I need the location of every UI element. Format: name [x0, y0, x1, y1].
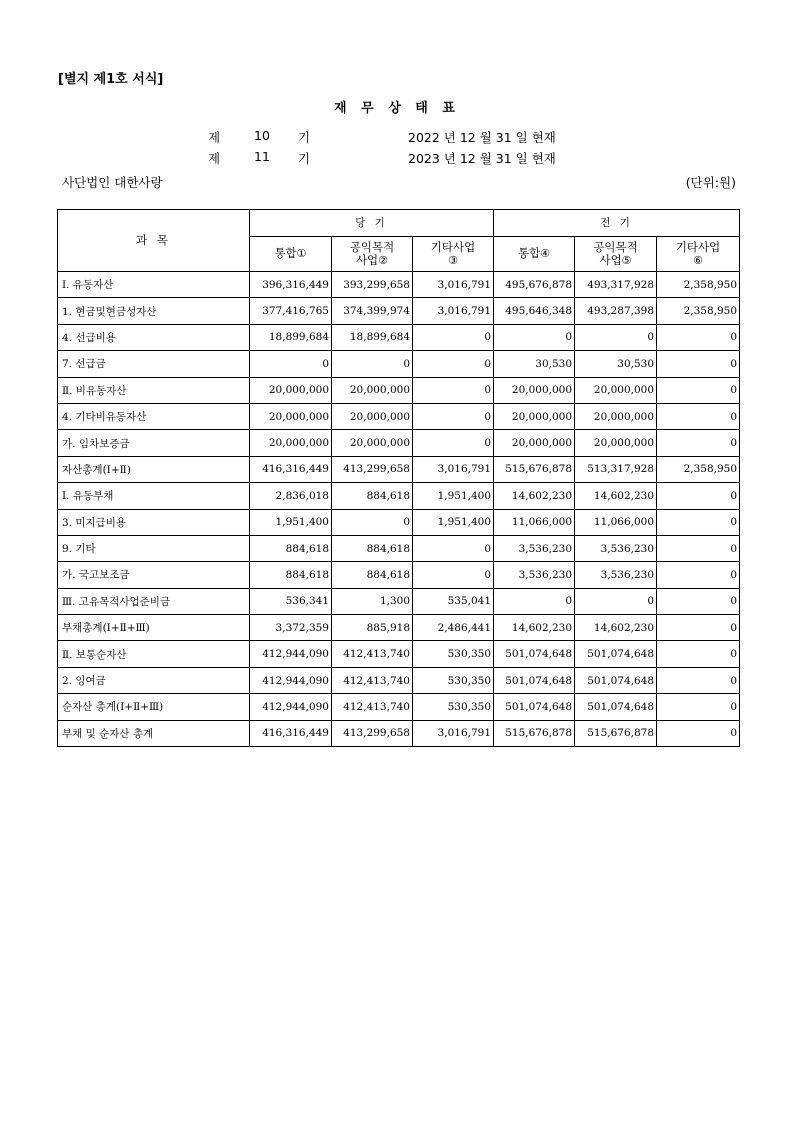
- amount-cell: 393,299,658: [332, 272, 413, 298]
- current-period-header: 당 기: [250, 210, 494, 237]
- amount-cell: 0: [494, 324, 575, 350]
- column-header-label: 사업: [355, 252, 379, 267]
- amount-cell: 18,899,684: [332, 324, 413, 350]
- amount-cell: 20,000,000: [575, 430, 657, 456]
- amount-cell: 493,317,928: [575, 272, 657, 298]
- amount-cell: 30,530: [494, 351, 575, 377]
- table-row: [58, 324, 740, 350]
- amount-cell: 501,074,648: [494, 667, 575, 693]
- account-name: 부채총계(Ⅰ+Ⅱ+Ⅲ): [58, 615, 250, 641]
- amount-cell: 412,413,740: [332, 667, 413, 693]
- column-number-marker: ③: [448, 253, 458, 267]
- column-number-marker: ②: [378, 253, 389, 267]
- account-name: Ⅲ. 고유목적사업준비금: [58, 588, 250, 614]
- account-name: 1. 현금및현금성자산: [58, 298, 250, 324]
- amount-cell: 3,536,230: [494, 562, 575, 588]
- amount-cell: 1,951,400: [250, 509, 332, 535]
- amount-cell: 2,358,950: [657, 456, 740, 482]
- amount-cell: 2,358,950: [657, 272, 740, 298]
- amount-cell: 0: [657, 641, 740, 667]
- amount-cell: 396,316,449: [250, 272, 332, 298]
- amount-cell: 0: [657, 615, 740, 641]
- amount-cell: 0: [413, 535, 494, 561]
- table-row: [58, 377, 740, 403]
- amount-cell: 20,000,000: [250, 403, 332, 429]
- amount-cell: 14,602,230: [575, 615, 657, 641]
- amount-cell: 495,676,878: [494, 272, 575, 298]
- table-row: [58, 588, 740, 614]
- amount-cell: 3,016,791: [413, 720, 494, 746]
- table-row: [58, 694, 740, 720]
- account-name: Ⅱ. 보통순자산: [58, 641, 250, 667]
- period-line: [0, 149, 794, 169]
- table-row: [58, 351, 740, 377]
- amount-cell: 412,944,090: [250, 641, 332, 667]
- amount-cell: 412,944,090: [250, 667, 332, 693]
- amount-cell: 0: [413, 377, 494, 403]
- subject-header: 과 목: [58, 210, 250, 272]
- amount-cell: 530,350: [413, 667, 494, 693]
- amount-cell: 0: [657, 562, 740, 588]
- column-header: [657, 237, 740, 272]
- table-row: [58, 720, 740, 746]
- period-prefix: 제: [208, 151, 221, 166]
- amount-cell: 495,646,348: [494, 298, 575, 324]
- amount-cell: 0: [657, 535, 740, 561]
- amount-cell: 412,413,740: [332, 694, 413, 720]
- period-line: [0, 128, 794, 148]
- amount-cell: 11,066,000: [575, 509, 657, 535]
- amount-cell: 0: [657, 694, 740, 720]
- amount-cell: 884,618: [332, 562, 413, 588]
- column-header-label: 기타사업: [430, 239, 476, 254]
- amount-cell: 884,618: [332, 535, 413, 561]
- table-row: [58, 615, 740, 641]
- amount-cell: 0: [657, 377, 740, 403]
- period-number: 11: [254, 149, 270, 164]
- amount-cell: 0: [657, 509, 740, 535]
- account-name: Ⅰ. 유동부채: [58, 483, 250, 509]
- amount-cell: 20,000,000: [494, 403, 575, 429]
- amount-cell: 0: [494, 588, 575, 614]
- amount-cell: 1,951,400: [413, 483, 494, 509]
- account-name: 9. 기타: [58, 535, 250, 561]
- period-suffix: 기: [298, 151, 311, 166]
- amount-cell: 412,413,740: [332, 641, 413, 667]
- amount-cell: 885,918: [332, 615, 413, 641]
- amount-cell: 515,676,878: [494, 456, 575, 482]
- amount-cell: 30,530: [575, 351, 657, 377]
- table-row: [58, 641, 740, 667]
- amount-cell: 501,074,648: [575, 667, 657, 693]
- amount-cell: 14,602,230: [494, 483, 575, 509]
- period-number: 10: [254, 128, 270, 143]
- table-row: [58, 430, 740, 456]
- amount-cell: 536,341: [250, 588, 332, 614]
- amount-cell: 412,944,090: [250, 694, 332, 720]
- amount-cell: 0: [657, 667, 740, 693]
- amount-cell: 501,074,648: [575, 641, 657, 667]
- account-name: 가. 임차보증금: [58, 430, 250, 456]
- column-header: [250, 237, 332, 272]
- column-header: [332, 237, 413, 272]
- account-name: Ⅰ. 유동자산: [58, 272, 250, 298]
- amount-cell: 3,016,791: [413, 298, 494, 324]
- amount-cell: 0: [413, 562, 494, 588]
- account-name: 순자산 총계(Ⅰ+Ⅱ+Ⅲ): [58, 694, 250, 720]
- table-row: [58, 403, 740, 429]
- amount-cell: 14,602,230: [494, 615, 575, 641]
- amount-cell: 20,000,000: [494, 377, 575, 403]
- amount-cell: 20,000,000: [575, 377, 657, 403]
- amount-cell: 20,000,000: [494, 430, 575, 456]
- amount-cell: 11,066,000: [494, 509, 575, 535]
- period-date: 2022 년 12 월 31 일 현재: [408, 130, 556, 145]
- column-number-marker: ⑤: [621, 253, 632, 267]
- table-row: [58, 298, 740, 324]
- document-title: 재 무 상 태 표: [334, 101, 460, 116]
- amount-cell: 1,300: [332, 588, 413, 614]
- amount-cell: 0: [657, 430, 740, 456]
- organization-name: 사단법인 대한사랑: [62, 175, 163, 190]
- column-header-label: 공익목적: [349, 239, 395, 254]
- amount-cell: 513,317,928: [575, 456, 657, 482]
- account-name: 7. 선급금: [58, 351, 250, 377]
- column-header: [494, 237, 575, 272]
- amount-cell: 416,316,449: [250, 456, 332, 482]
- amount-cell: 515,676,878: [494, 720, 575, 746]
- table-row: [58, 509, 740, 535]
- amount-cell: 2,486,441: [413, 615, 494, 641]
- column-header-label: 사업: [599, 252, 622, 267]
- amount-cell: 0: [413, 430, 494, 456]
- account-name: 3. 미지급비용: [58, 509, 250, 535]
- amount-cell: 3,536,230: [494, 535, 575, 561]
- amount-cell: 0: [575, 588, 657, 614]
- amount-cell: 501,074,648: [575, 694, 657, 720]
- amount-cell: 493,287,398: [575, 298, 657, 324]
- amount-cell: 1,951,400: [413, 509, 494, 535]
- amount-cell: 413,299,658: [332, 456, 413, 482]
- amount-cell: 0: [657, 324, 740, 350]
- amount-cell: 3,372,359: [250, 615, 332, 641]
- column-header-label: 기타사업: [675, 239, 721, 254]
- amount-cell: 3,016,791: [413, 456, 494, 482]
- amount-cell: 501,074,648: [494, 641, 575, 667]
- amount-cell: 20,000,000: [575, 403, 657, 429]
- amount-cell: 0: [413, 351, 494, 377]
- column-header: [413, 237, 494, 272]
- column-header-label: 통합: [517, 246, 541, 261]
- column-header: [575, 237, 657, 272]
- account-name: 부채 및 순자산 총계: [58, 720, 250, 746]
- amount-cell: 20,000,000: [250, 430, 332, 456]
- amount-cell: 501,074,648: [494, 694, 575, 720]
- balance-sheet-table: [57, 209, 740, 747]
- amount-cell: 0: [657, 720, 740, 746]
- period-prefix: 제: [208, 130, 221, 145]
- amount-cell: 0: [657, 483, 740, 509]
- amount-cell: 0: [332, 509, 413, 535]
- amount-cell: 2,836,018: [250, 483, 332, 509]
- amount-cell: 0: [657, 351, 740, 377]
- amount-cell: 18,899,684: [250, 324, 332, 350]
- account-name: 4. 선급비용: [58, 324, 250, 350]
- amount-cell: 530,350: [413, 694, 494, 720]
- amount-cell: 0: [332, 351, 413, 377]
- amount-cell: 20,000,000: [332, 430, 413, 456]
- amount-cell: 413,299,658: [332, 720, 413, 746]
- amount-cell: 0: [657, 403, 740, 429]
- amount-cell: 3,536,230: [575, 562, 657, 588]
- period-suffix: 기: [298, 130, 311, 145]
- account-name: Ⅱ. 비유동자산: [58, 377, 250, 403]
- amount-cell: 535,041: [413, 588, 494, 614]
- amount-cell: 2,358,950: [657, 298, 740, 324]
- table-row: [58, 535, 740, 561]
- table-row: [58, 667, 740, 693]
- table-row: [58, 562, 740, 588]
- table-row: [58, 272, 740, 298]
- amount-cell: 3,016,791: [413, 272, 494, 298]
- previous-period-header: 전 기: [494, 210, 740, 237]
- account-name: 4. 기타비유동자산: [58, 403, 250, 429]
- period-date: 2023 년 12 월 31 일 현재: [408, 151, 556, 166]
- amount-cell: 0: [575, 324, 657, 350]
- amount-cell: 20,000,000: [332, 403, 413, 429]
- account-name: 가. 국고보조금: [58, 562, 250, 588]
- amount-cell: 884,618: [250, 535, 332, 561]
- amount-cell: 377,416,765: [250, 298, 332, 324]
- amount-cell: 0: [250, 351, 332, 377]
- amount-cell: 416,316,449: [250, 720, 332, 746]
- amount-cell: 515,676,878: [575, 720, 657, 746]
- column-number-marker: ①: [296, 247, 307, 261]
- table-row: [58, 483, 740, 509]
- column-header-label: 공익목적: [593, 239, 638, 254]
- amount-cell: 14,602,230: [575, 483, 657, 509]
- amount-cell: 374,399,974: [332, 298, 413, 324]
- amount-cell: 3,536,230: [575, 535, 657, 561]
- column-header-label: 통합: [274, 246, 297, 261]
- amount-cell: 884,618: [332, 483, 413, 509]
- amount-cell: 20,000,000: [250, 377, 332, 403]
- table-row: [58, 456, 740, 482]
- account-name: 자산총계(Ⅰ+Ⅱ): [58, 456, 250, 482]
- account-name: 2. 잉여금: [58, 667, 250, 693]
- form-label: [별지 제1호 서식]: [58, 72, 164, 87]
- amount-cell: 0: [413, 324, 494, 350]
- amount-cell: 20,000,000: [332, 377, 413, 403]
- column-number-marker: ④: [540, 247, 551, 261]
- unit-label: (단위:원): [685, 175, 736, 190]
- amount-cell: 0: [413, 403, 494, 429]
- column-number-marker: ⑥: [693, 253, 703, 267]
- amount-cell: 884,618: [250, 562, 332, 588]
- amount-cell: 530,350: [413, 641, 494, 667]
- amount-cell: 0: [657, 588, 740, 614]
